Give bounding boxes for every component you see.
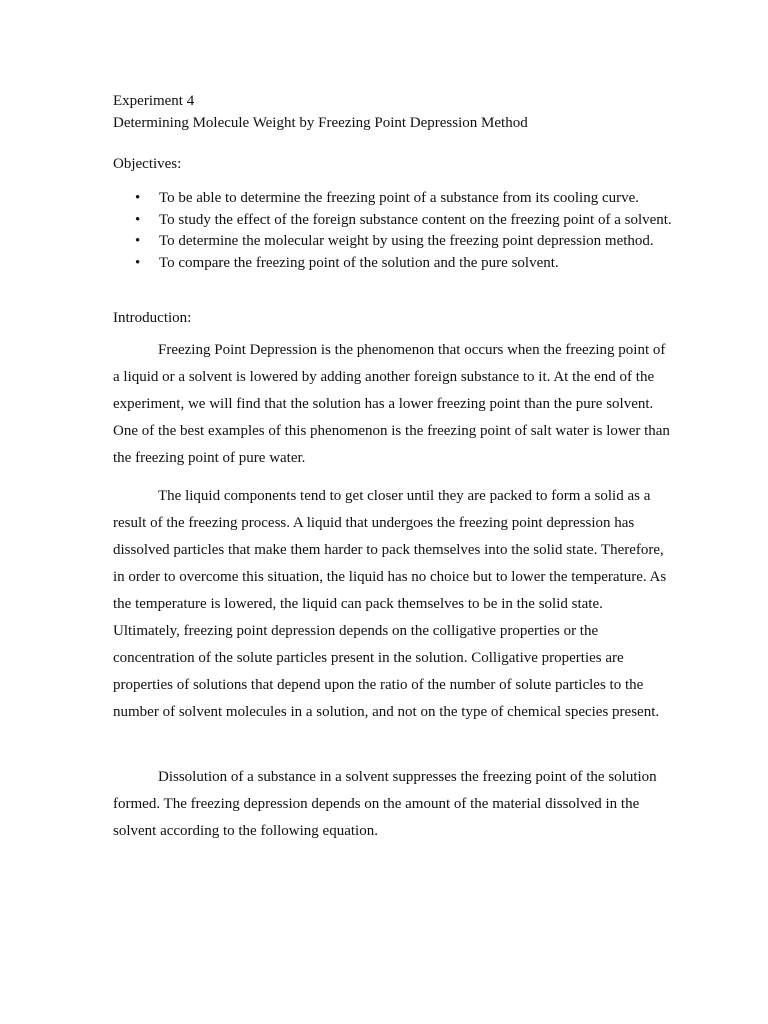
experiment-subtitle: Determining Molecule Weight by Freezing Point Depression Method bbox=[113, 115, 528, 131]
objective-text: To determine the molecular weight by using the freezing point depression method. bbox=[159, 233, 654, 249]
bullet-icon: • bbox=[135, 211, 141, 228]
objective-item bbox=[113, 231, 693, 253]
experiment-title: Experiment 4 bbox=[113, 93, 195, 109]
intro-paragraph: Dissolution of a substance in a solvent suppresses the freezing point of the solution formed. The freezing depression depends on the amount of the material dissolved in the solvent according to the following equation. bbox=[113, 769, 657, 839]
objective-item bbox=[113, 188, 693, 210]
bullet-icon: • bbox=[135, 190, 141, 206]
objectives-list bbox=[113, 188, 693, 274]
objective-item bbox=[113, 210, 693, 232]
objective-text: To be able to determine the freezing point of a substance from its cooling curve. bbox=[159, 190, 640, 206]
objective-text: To compare the freezing point of the solution and the pure solvent. bbox=[159, 254, 559, 271]
bullet-icon: • bbox=[135, 233, 141, 249]
objective-text: To study the effect of the foreign substance content on the freezing point of a solvent. bbox=[159, 211, 672, 228]
introduction-heading: Introduction: bbox=[113, 310, 192, 326]
bullet-icon: • bbox=[135, 254, 141, 271]
objectives-heading: Objectives: bbox=[113, 156, 182, 172]
intro-paragraph: Freezing Point Depression is the phenomenon that occurs when the freezing point of a liquid or a solvent is lowered by adding another foreign substance to it. At the end of the experiment, we will find that the solution has a lower freezing point than the pure solvent. One of the best examples of this phenomenon is the freezing point of salt water is lower than the freezing point of pure water. bbox=[113, 342, 670, 466]
intro-paragraph: The liquid components tend to get closer until they are packed to form a solid as a result of the freezing process. A liquid that undergoes the freezing point depression has dissolved particles that make them harder to pack themselves into the solid state. Therefore, in order to overcome this situation, the liquid has no choice but to lower the temperature. As the temperature is lowered, the liquid can pack themselves to be in the solid state. Ultimately, freezing point depression depends on the colligative properties or the concentration of the solute particles present in the solution. Colligative properties are properties of solutions that depend upon the ratio of the number of solute particles to the number of solvent molecules in a solution, and not on the type of chemical species present. bbox=[113, 488, 667, 720]
objective-item bbox=[113, 253, 693, 275]
